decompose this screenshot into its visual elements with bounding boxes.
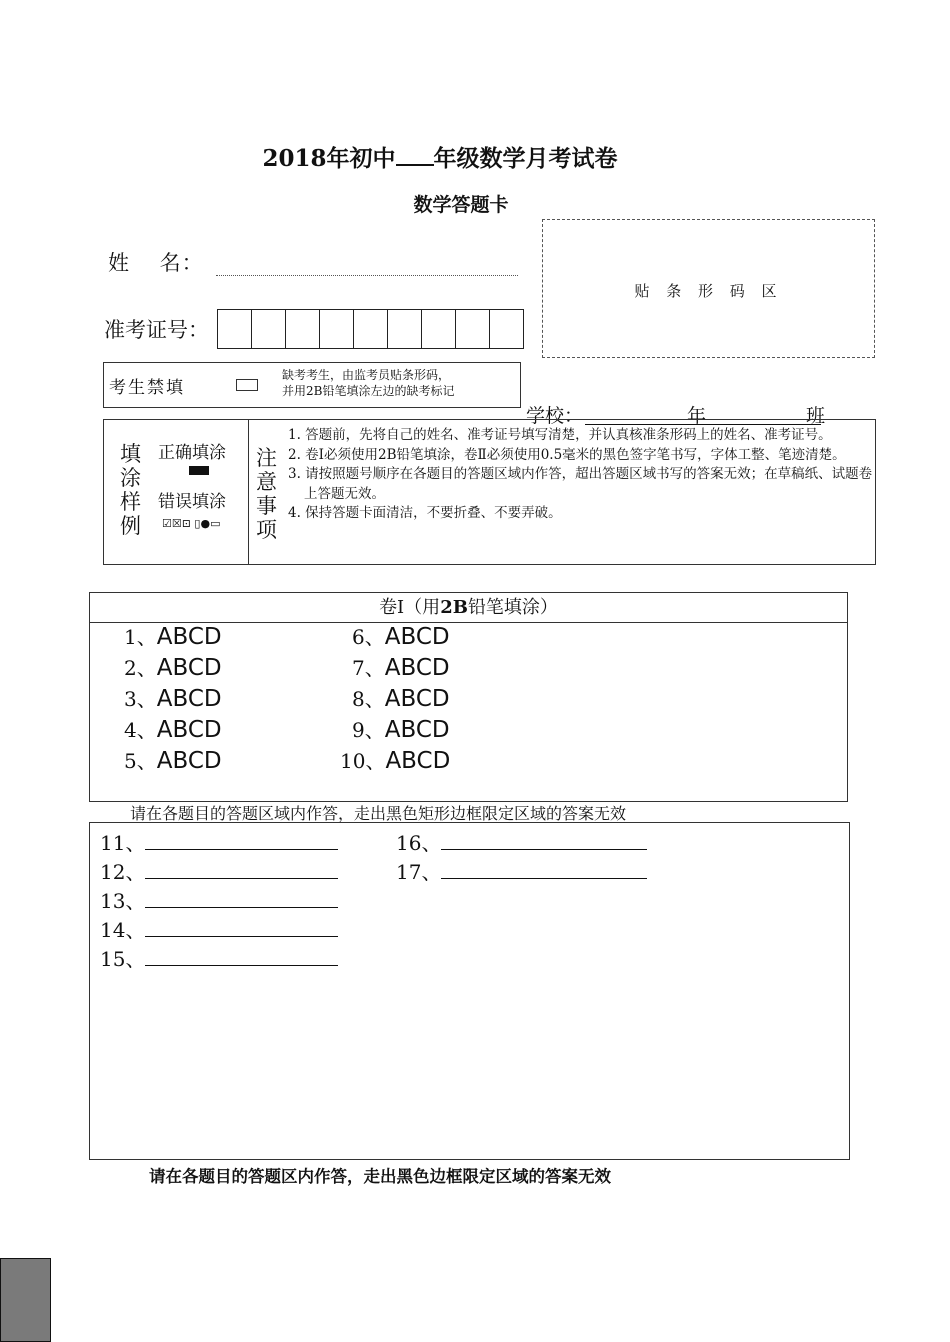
choice-options[interactable]: ABCD: [156, 624, 222, 650]
choice-options[interactable]: ABCD: [384, 686, 450, 712]
choice-column-left: [124, 622, 222, 777]
choice-options[interactable]: ABCD: [156, 655, 222, 681]
question-number: 9、: [352, 718, 385, 742]
answer-line[interactable]: [441, 829, 647, 850]
exam-id-label: 准考证号：: [104, 318, 209, 342]
question-number: 8、: [352, 687, 385, 711]
fill-example-cell: [104, 420, 249, 564]
instruction-item: 2. 卷Ⅰ必须使用2B铅笔填涂，卷Ⅱ必须使用0.5毫米的黑色签字笔书写，字体工整、笔迹清楚。: [288, 446, 846, 463]
answer-line[interactable]: [145, 916, 338, 937]
question-number: 12、: [100, 860, 146, 884]
id-digit-box[interactable]: [489, 309, 524, 349]
instructions-box: [103, 419, 876, 565]
fill-blank-row[interactable]: [396, 827, 647, 856]
boundary-warning-bottom: 请在各题目的答题区内作答，走出黑色边框限定区域的答案无效: [149, 1167, 611, 1186]
choice-options[interactable]: ABCD: [156, 717, 222, 743]
choice-row[interactable]: [340, 653, 450, 684]
fill-example-label: 填涂样例: [120, 442, 141, 538]
question-number: 16、: [396, 831, 442, 855]
choice-row[interactable]: [340, 746, 450, 777]
answer-line[interactable]: [145, 829, 338, 850]
wrong-fill-label: 错误填涂: [158, 492, 226, 512]
choice-options[interactable]: ABCD: [384, 655, 450, 681]
attention-label: 注意事项: [256, 446, 277, 542]
instruction-item: 1. 答题前，先将自己的姓名、准考证号填写清楚，并认真核准条形码上的姓名、准考证号。: [288, 427, 832, 443]
choice-row[interactable]: [340, 622, 450, 653]
id-digit-box[interactable]: [353, 309, 388, 349]
choice-row[interactable]: [124, 684, 222, 715]
correct-fill-label: 正确填涂: [158, 443, 226, 463]
forbid-note-line: 并用2B铅笔填涂左边的缺考标记: [282, 384, 455, 398]
fill-blank-row[interactable]: [100, 827, 338, 856]
name-label: 姓 名：: [108, 251, 204, 275]
question-number: 1、: [124, 625, 157, 649]
answer-line[interactable]: [145, 887, 338, 908]
question-number: 3、: [124, 687, 157, 711]
fill-blank-row[interactable]: [100, 885, 338, 914]
question-number: 5、: [124, 749, 157, 773]
section-1-heading: [90, 593, 847, 623]
question-number: 13、: [100, 889, 146, 913]
question-number: 17、: [396, 860, 442, 884]
question-number: 11、: [100, 831, 146, 855]
heading-text: 卷Ⅰ（用: [379, 597, 441, 618]
id-digit-box[interactable]: [217, 309, 252, 349]
school-label: 学校：: [526, 405, 584, 427]
id-digit-box[interactable]: [455, 309, 490, 349]
choice-row[interactable]: [124, 746, 222, 777]
choice-options[interactable]: ABCD: [156, 686, 222, 712]
absent-checkbox[interactable]: [236, 379, 258, 391]
choice-row[interactable]: [340, 715, 450, 746]
choice-options[interactable]: ABCD: [384, 717, 450, 743]
choice-row[interactable]: [124, 622, 222, 653]
class-label: 班: [806, 405, 826, 427]
title-prefix: 2018年初中: [262, 145, 396, 172]
correct-fill-sample: [189, 466, 209, 475]
choice-row[interactable]: [340, 684, 450, 715]
fill-blank-row[interactable]: [100, 914, 338, 943]
forbid-label: 考生禁填: [109, 378, 185, 398]
question-number: 14、: [100, 918, 146, 942]
answer-card-title: 数学答题卡: [413, 194, 509, 216]
choice-row[interactable]: [124, 653, 222, 684]
instructions-list: [288, 426, 873, 524]
name-field[interactable]: [216, 275, 518, 276]
id-digit-box[interactable]: [285, 309, 320, 349]
choice-options[interactable]: ABCD: [384, 624, 450, 650]
id-digit-box[interactable]: [421, 309, 456, 349]
exam-id-boxes[interactable]: [218, 309, 524, 349]
id-digit-box[interactable]: [387, 309, 422, 349]
question-number: 6、: [352, 625, 385, 649]
question-number: 7、: [352, 656, 385, 680]
exam-title: [0, 140, 880, 173]
choice-options[interactable]: ABCD: [385, 748, 451, 774]
corner-position-mark: [0, 1258, 51, 1342]
answer-line[interactable]: [145, 858, 338, 879]
question-number: 10、: [340, 749, 386, 773]
question-number: 2、: [124, 656, 157, 680]
id-digit-box[interactable]: [319, 309, 354, 349]
choice-column-right: [340, 622, 450, 777]
wrong-fill-samples: ☑☒⊡ ▯●▭: [162, 517, 221, 530]
instruction-item: 4. 保持答题卡面清洁，不要折叠、不要弄破。: [288, 505, 562, 521]
fill-blank-row[interactable]: [396, 856, 647, 885]
forbid-note-line: 缺考考生，由监考员贴条形码，: [282, 368, 451, 382]
question-number: 15、: [100, 947, 146, 971]
choice-row[interactable]: [124, 715, 222, 746]
barcode-area: [542, 219, 875, 358]
barcode-label: 贴 条 形 码 区: [634, 282, 783, 300]
fill-blank-row[interactable]: [100, 943, 338, 972]
heading-pencil: 2B: [440, 597, 468, 618]
answer-line[interactable]: [441, 858, 647, 879]
fill-blank-row[interactable]: [100, 856, 338, 885]
section-1-box: [89, 592, 848, 802]
grade-blank: [396, 146, 434, 166]
instruction-item: 3. 请按照题号顺序在各题目的答题区域内作答，超出答题区域书写的答案无效；在草稿纸、试题卷上答题无效。: [288, 466, 873, 502]
forbid-note: [282, 367, 454, 399]
absent-mark-box: [103, 362, 521, 408]
year-label: 年: [687, 405, 707, 427]
question-number: 4、: [124, 718, 157, 742]
title-suffix: 年级数学月考试卷: [433, 145, 618, 172]
section-2-box: [89, 822, 850, 1160]
choice-options[interactable]: ABCD: [156, 748, 222, 774]
heading-text: 铅笔填涂）: [467, 597, 558, 618]
id-digit-box[interactable]: [251, 309, 286, 349]
boundary-warning: 请在各题目的答题区域内作答，走出黑色矩形边框限定区域的答案无效: [130, 804, 627, 823]
answer-line[interactable]: [145, 945, 338, 966]
